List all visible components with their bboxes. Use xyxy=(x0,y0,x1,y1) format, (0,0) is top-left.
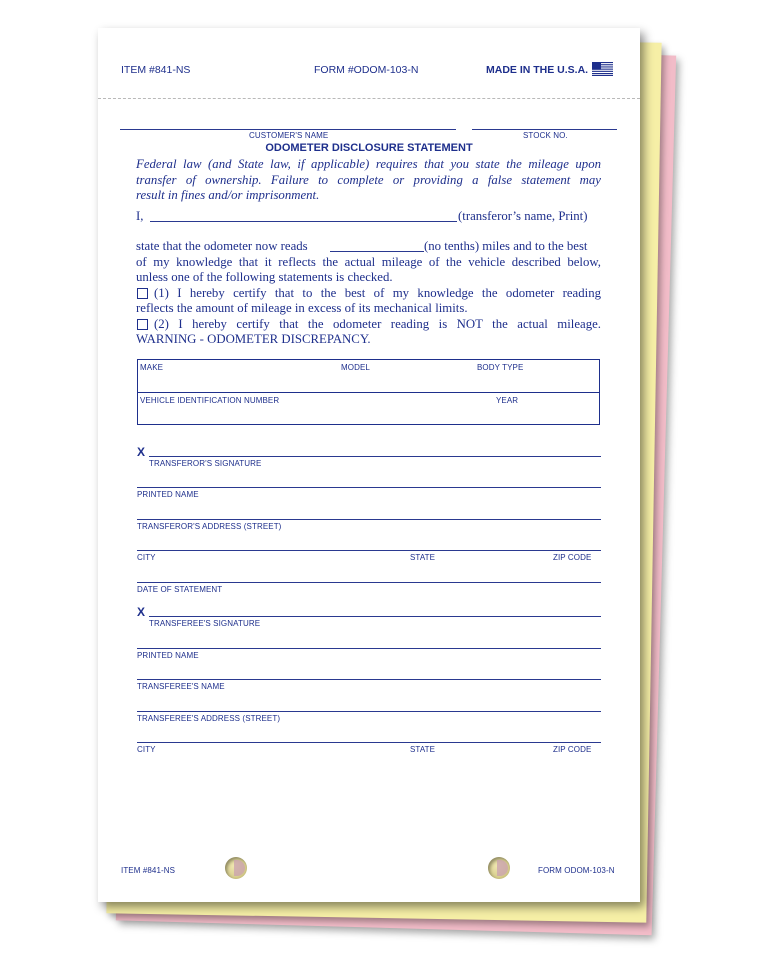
transferor-city-line[interactable] xyxy=(137,550,601,551)
transferor-city-label: CITY xyxy=(137,553,156,562)
transferor-zip-label: ZIP CODE xyxy=(553,553,592,562)
odometer-statement-3: unless one of the following statements is checked. xyxy=(136,270,393,284)
transferor-name-print-label: (transferor’s name, Print) xyxy=(458,209,588,223)
transferee-x-mark: X xyxy=(137,605,146,619)
header-made-in: MADE IN THE U.S.A. xyxy=(486,64,589,76)
header-form-number: FORM #ODOM-103-N xyxy=(314,64,419,76)
intro-line-3: result in fines and/or imprisonment. xyxy=(136,188,320,202)
intro-line-2: transfer of ownership. Failure to complete or providing a false statement may xyxy=(136,173,601,187)
stock-no-label: STOCK NO. xyxy=(523,131,568,140)
transferee-city-line[interactable] xyxy=(137,742,601,743)
date-of-statement-label: DATE OF STATEMENT xyxy=(137,585,223,594)
vehicle-box-divider xyxy=(138,392,599,393)
certify-option-2-line-1: (2) I hereby certify that the odometer reading is NOT the actual mileage. xyxy=(154,317,601,331)
transferor-signature-line[interactable] xyxy=(149,456,601,457)
binding-hole-right xyxy=(488,857,510,879)
transferee-name-label: TRANSFEREE'S NAME xyxy=(137,682,225,691)
stock-no-line[interactable] xyxy=(472,129,617,130)
transferor-printed-name-label: PRINTED NAME xyxy=(137,490,199,499)
transferee-address-line[interactable] xyxy=(137,711,601,712)
us-flag-icon xyxy=(592,62,613,76)
declaration-i: I, xyxy=(136,209,144,223)
transferor-address-label: TRANSFEROR'S ADDRESS (STREET) xyxy=(137,522,282,531)
perforation-line xyxy=(98,98,640,99)
transferor-name-print-line[interactable] xyxy=(150,221,457,222)
certify-option-1-line-2: reflects the amount of mileage in excess of its mechanical limits. xyxy=(136,301,468,315)
transferee-signature-label: TRANSFEREE'S SIGNATURE xyxy=(149,619,261,628)
transferor-x-mark: X xyxy=(137,445,146,459)
intro-line-1: Federal law (and State law, if applicable) requires that you state the mileage upon xyxy=(136,157,601,171)
transferee-city-label: CITY xyxy=(137,745,156,754)
customer-name-line[interactable] xyxy=(120,129,456,130)
transferee-printed-name-line[interactable] xyxy=(137,648,601,649)
odometer-reading-line[interactable] xyxy=(330,251,424,252)
year-field[interactable]: YEAR xyxy=(496,396,519,405)
certify-option-2-checkbox[interactable] xyxy=(137,319,148,330)
transferor-signature-label: TRANSFEROR'S SIGNATURE xyxy=(149,459,262,468)
form-sheet xyxy=(98,28,640,902)
certify-option-2-line-2: WARNING - ODOMETER DISCREPANCY. xyxy=(136,332,371,346)
odometer-statement-b: (no tenths) miles and to the best xyxy=(424,239,588,253)
certify-option-1-line-1: (1) I hereby certify that to the best of my knowledge the odometer reading xyxy=(154,286,601,300)
vin-field[interactable]: VEHICLE IDENTIFICATION NUMBER xyxy=(140,396,280,405)
transferee-state-label: STATE xyxy=(410,745,436,754)
transferee-signature-line[interactable] xyxy=(149,616,601,617)
transferor-address-line[interactable] xyxy=(137,519,601,520)
binding-hole-left xyxy=(225,857,247,879)
customer-name-label: CUSTOMER'S NAME xyxy=(249,131,329,140)
odometer-statement-a: state that the odometer now reads xyxy=(136,239,308,253)
date-of-statement-line[interactable] xyxy=(137,582,601,583)
body-type-field[interactable]: BODY TYPE xyxy=(477,363,524,372)
odometer-statement-2: of my knowledge that it reflects the actual mileage of the vehicle described below, xyxy=(136,255,601,269)
vehicle-info-box xyxy=(137,359,600,425)
transferee-address-label: TRANSFEREE'S ADDRESS (STREET) xyxy=(137,714,281,723)
certify-option-1-checkbox[interactable] xyxy=(137,288,148,299)
transferee-printed-name-label: PRINTED NAME xyxy=(137,651,199,660)
footer-form-number: FORM ODOM-103-N xyxy=(538,866,615,875)
model-field[interactable]: MODEL xyxy=(341,363,370,372)
make-field[interactable]: MAKE xyxy=(140,363,164,372)
form-title: ODOMETER DISCLOSURE STATEMENT xyxy=(265,142,473,154)
transferor-state-label: STATE xyxy=(410,553,436,562)
transferor-printed-name-line[interactable] xyxy=(137,487,601,488)
footer-item-number: ITEM #841-NS xyxy=(121,866,176,875)
transferee-name-line[interactable] xyxy=(137,679,601,680)
header-item-number: ITEM #841-NS xyxy=(121,64,191,76)
transferee-zip-label: ZIP CODE xyxy=(553,745,592,754)
